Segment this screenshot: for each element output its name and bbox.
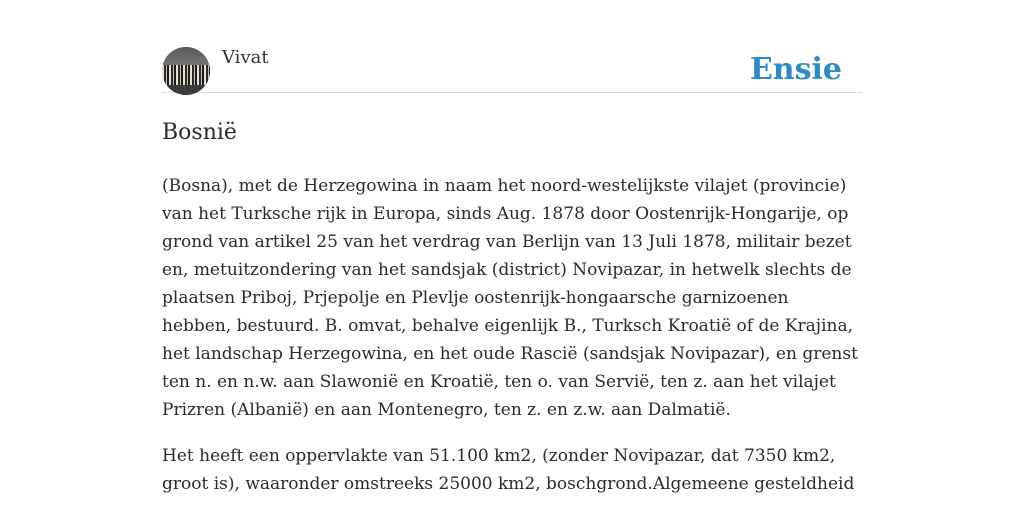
brand-logo[interactable]: Ensie [749, 52, 842, 87]
avatar[interactable] [162, 47, 210, 95]
header [162, 0, 862, 93]
user-name[interactable]: Vivat [222, 47, 269, 68]
paragraph: (Bosna), met de Herzegowina in naam het noord-westelijkste vilajet (provincie) van het Turksche rijk in Europa, sinds Aug. 1878 door Oostenrijk-Hongarije, op grond van artikel 25 van het verdrag van Berlijn van 13 Juli 1878, militair bezet en, metuitzondering van het sandsjak (district) Novipazar, in hetwelk slechts de plaatsen Priboj, Prjepolje en Plevlje oostenrijk-hongaarsche garnizoenen hebben, bestuurd. B. omvat, behalve eigenlijk B., Turksch Kroatië of de Krajina, het landschap Herzegowina, en het oude Rascië (sandsjak Novipazar), en grenst ten n. en n.w. aan Slawonië en Kroatië, ten o. van Servië, ten z. aan het vilajet Prizren (Albanië) en aan Montenegro, ten z. en z.w. aan Dalmatië. [162, 176, 858, 420]
avatar-image-bottom [162, 85, 210, 95]
article-body [162, 172, 862, 498]
article-title: Bosnië [162, 120, 237, 145]
paragraph: Het heeft een oppervlakte van 51.100 km2, (zonder Novipazar, dat 7350 km2, groot is), waaronder omstreeks 25000 km2, boschgrond.Algemeene gesteldheid [162, 446, 855, 494]
article-page [162, 0, 862, 498]
avatar-image-books [162, 65, 210, 87]
